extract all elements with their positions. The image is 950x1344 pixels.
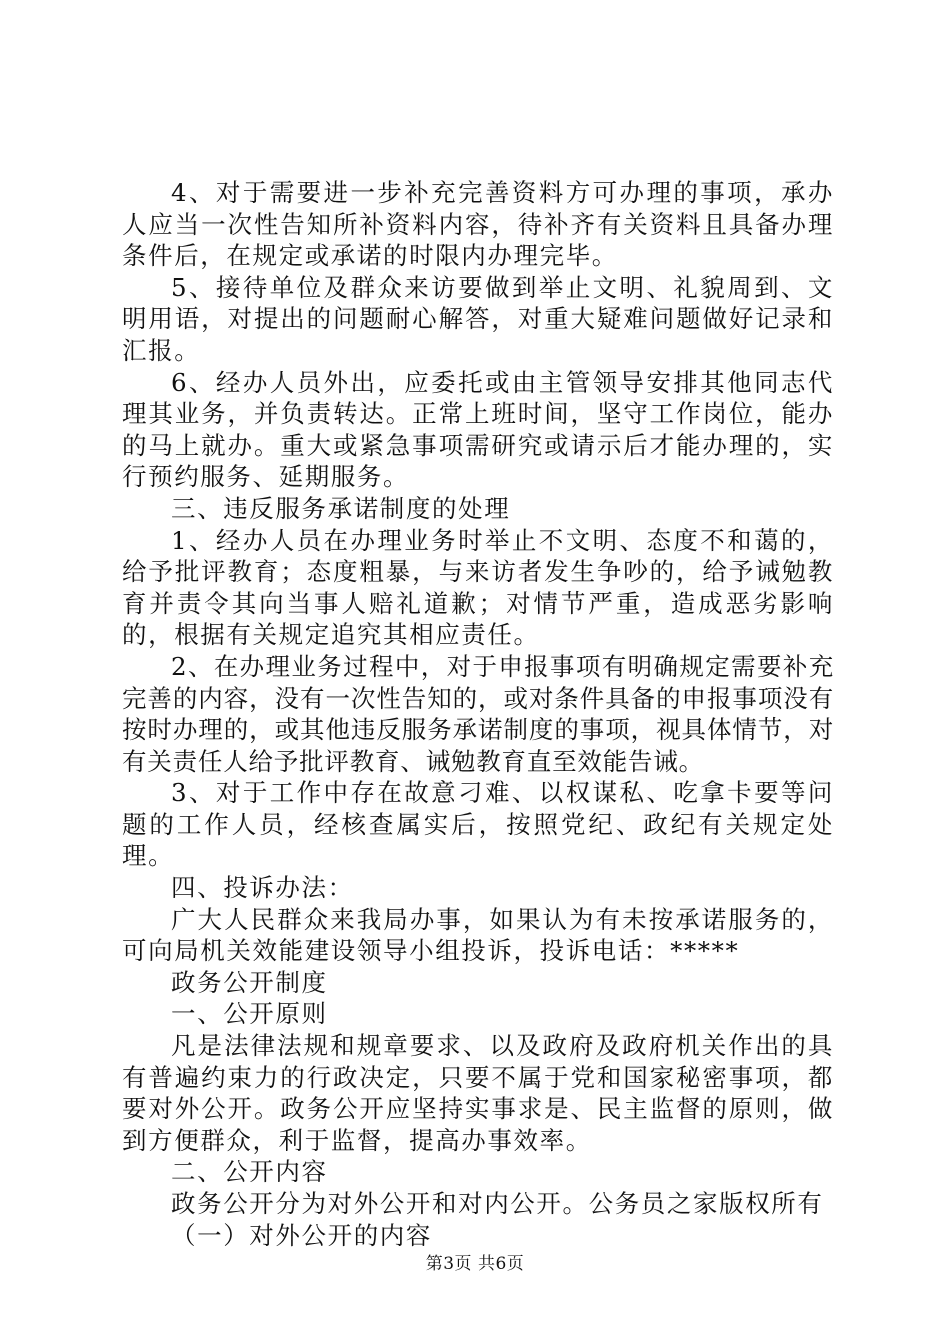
page-number: 第3页 共6页	[425, 1254, 525, 1274]
section-heading-4: 四、投诉办法：	[171, 873, 354, 903]
paragraph-item-6: 6、经办人员外出，应委托或由主管领导安排其他同志代理其业务，并负责转达。正常上班时间，坚守工作岗位，能办的马上就办。重大或紧急事项需研究或请示后才能办理的，实行预约服务、延期服务。	[122, 367, 834, 492]
document-section-title: 政务公开制度	[171, 967, 328, 997]
paragraph-principle: 凡是法律法规和规章要求、以及政府及政府机关作出的具有普遍约束力的行政决定，只要不属于党和国家秘密事项，都要对外公开。政务公开应坚持实事求是、民主监督的原则，做到方便群众，利于监督，提高办事效率。	[122, 1031, 834, 1155]
subsection-heading-external: （一）对外公开的内容	[171, 1220, 432, 1250]
section-heading-content: 二、公开内容	[171, 1157, 328, 1187]
document-body	[122, 177, 834, 1251]
paragraph-complaint: 广大人民群众来我局办事，如果认为有未按承诺服务的，可向局机关效能建设领导小组投诉，投诉电话：*****	[122, 904, 834, 966]
section-heading-principle: 一、公开原则	[171, 999, 328, 1029]
section-heading-3: 三、违反服务承诺制度的处理	[171, 493, 511, 523]
paragraph-violation-2: 2、在办理业务过程中，对于申报事项有明确规定需要补充完善的内容，没有一次性告知的，或对条件具备的申报事项没有按时办理的，或其他违反服务承诺制度的事项，视具体情节，对有关责任人给予批评教育、诫勉教育直至效能告诫。	[122, 651, 834, 776]
paragraph-violation-1: 1、经办人员在办理业务时举止不文明、态度不和蔼的，给予批评教育；态度粗暴，与来访者发生争吵的，给予诫勉教育并责令其向当事人赔礼道歉；对情节严重，造成恶劣影响的，根据有关规定追究其相应责任。	[122, 525, 834, 650]
paragraph-content: 政务公开分为对外公开和对内公开。公务员之家版权所有	[171, 1189, 824, 1218]
paragraph-item-5: 5、接待单位及群众来访要做到举止文明、礼貌周到、文明用语，对提出的问题耐心解答，对重大疑难问题做好记录和汇报。	[122, 272, 834, 365]
paragraph-violation-3: 3、对于工作中存在故意刁难、以权谋私、吃拿卡要等问题的工作人员，经核查属实后，按照党纪、政纪有关规定处理。	[122, 778, 834, 871]
paragraph-item-4: 4、对于需要进一步补充完善资料方可办理的事项，承办人应当一次性告知所补资料内容，待补齐有关资料且具备办理条件后，在规定或承诺的时限内办理完毕。	[122, 178, 834, 271]
